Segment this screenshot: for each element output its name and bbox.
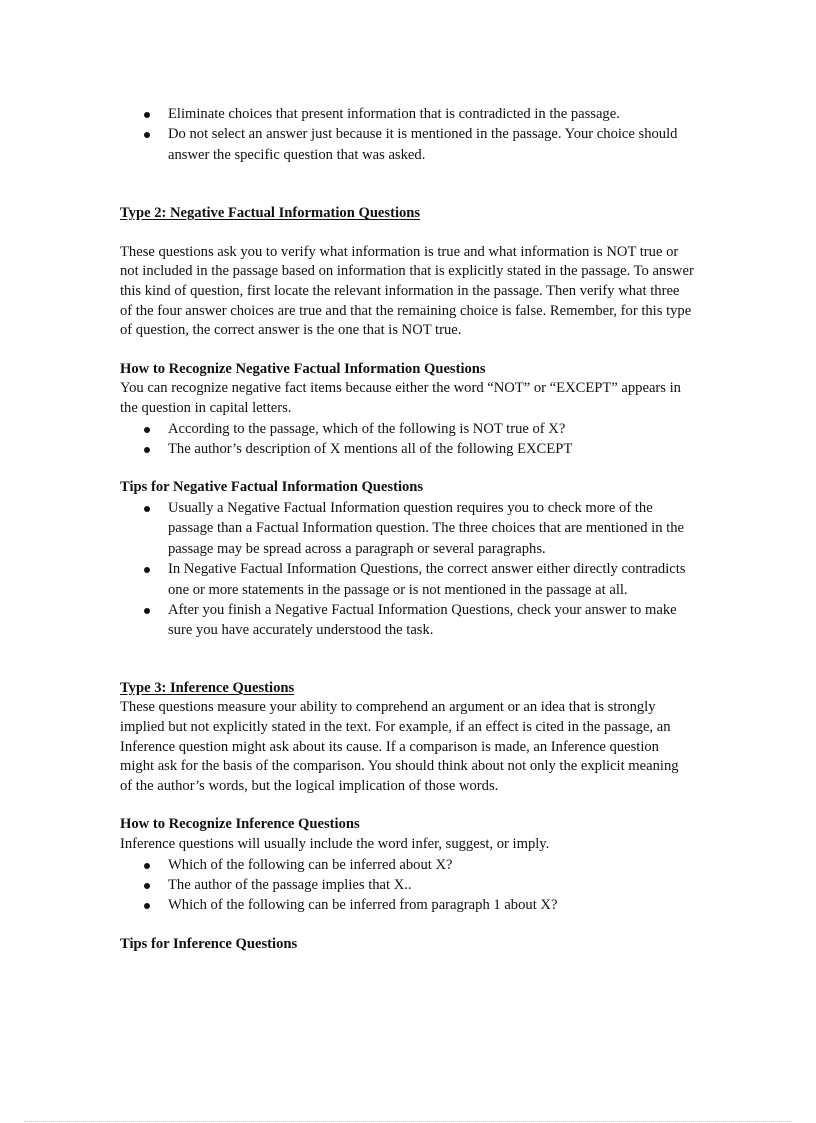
- type3-tips-heading: Tips for Inference Questions: [120, 935, 298, 952]
- list-item-text: Do not select an answer just because it is mentioned in the passage. Your choice should answer the specific question that was asked.: [168, 126, 678, 163]
- type2-recognize-text: You can recognize negative fact items because either the word “NOT” or “EXCEPT” appears in the question in capital letters.: [120, 380, 681, 416]
- list-item-text: Eliminate choices that present information that is contradicted in the passage.: [168, 106, 620, 122]
- type2-tips-heading: Tips for Negative Factual Information Questions: [120, 479, 424, 496]
- list-item: [168, 498, 694, 559]
- bullet-icon: [144, 427, 150, 433]
- type2-recognize-heading: How to Recognize Negative Factual Information Questions: [120, 360, 486, 377]
- top-bullet-list: [120, 104, 694, 165]
- list-item-text: Usually a Negative Factual Information question requires you to check more of the passage than a Factual Information question. The three choices that are mentioned in the passage may be spread across a paragraph or several paragraphs.: [168, 499, 685, 557]
- list-item: [168, 104, 694, 124]
- type3-intro-paragraph: These questions measure your ability to comprehend an argument or an idea that is strongly implied but not explicitly stated in the text. For example, if an effect is cited in the passage, an Inference question might ask about its cause. If a comparison is made, an Inference question might ask for the basis of the comparison. You should think about not only the explicit meaning of the author’s words, but the logical implication of those words.: [120, 699, 679, 794]
- bullet-icon: [144, 112, 150, 118]
- type3-heading: Type 3: Inference Questions: [120, 679, 295, 696]
- list-item-text: Which of the following can be inferred about X?: [168, 856, 453, 873]
- page-bottom-border: [24, 1121, 792, 1122]
- type2-intro-paragraph: These questions ask you to verify what information is true and what information is NOT true or not included in the passage based on information that is explicitly stated in the passage. To answer this kind of question, first locate the relevant information in the passage. Then verify what three of the four answer choices are true and that the remaining choice is false. Remember, for this type of question, the correct answer is the one that is NOT true.: [120, 243, 694, 339]
- type3-recognize-list: [120, 855, 694, 916]
- list-item-text: In Negative Factual Information Questions, the correct answer either directly contradicts one or more statements in the passage or is not mentioned in the passage at all.: [168, 561, 686, 598]
- list-item-text: According to the passage, which of the following is NOT true of X?: [168, 420, 566, 437]
- list-item: [168, 124, 694, 165]
- list-item: [168, 419, 694, 439]
- list-item-text: After you finish a Negative Factual Information Questions, check your answer to make sure you have accurately understood the task.: [168, 602, 677, 639]
- list-item-text: Which of the following can be inferred from paragraph 1 about X?: [168, 897, 558, 914]
- bullet-icon: [144, 567, 150, 573]
- bullet-icon: [144, 506, 150, 512]
- list-item: [168, 895, 694, 915]
- bullet-icon: [144, 608, 150, 614]
- list-item: [168, 559, 694, 600]
- list-item: [168, 875, 694, 895]
- bullet-icon: [144, 132, 150, 138]
- bullet-icon: [144, 447, 150, 453]
- list-item: [168, 439, 694, 459]
- bullet-icon: [144, 863, 150, 869]
- list-item-text: The author of the passage implies that X..: [168, 876, 412, 893]
- type2-recognize-list: [120, 419, 694, 460]
- bullet-icon: [144, 883, 150, 889]
- list-item: [168, 600, 694, 641]
- type2-tips-list: [120, 498, 694, 641]
- list-item-text: The author’s description of X mentions all of the following EXCEPT: [168, 440, 573, 457]
- type2-heading: Type 2: Negative Factual Information Questions: [120, 205, 421, 222]
- page-content: [120, 104, 694, 954]
- type3-recognize-text: Inference questions will usually include the word infer, suggest, or imply.: [120, 835, 550, 852]
- bullet-icon: [144, 903, 150, 909]
- type3-recognize-heading: How to Recognize Inference Questions: [120, 816, 360, 833]
- list-item: [168, 855, 694, 875]
